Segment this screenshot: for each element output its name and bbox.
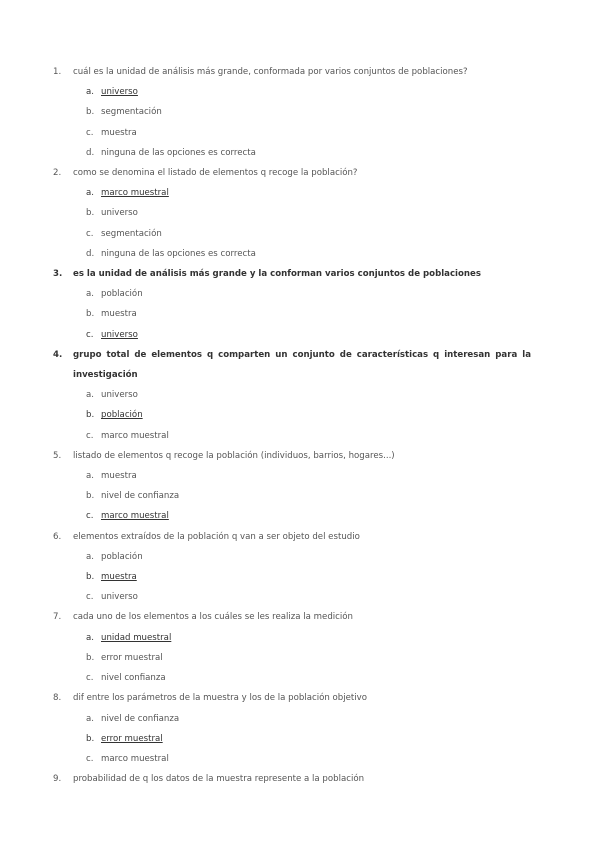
option-text: marco muestral bbox=[101, 430, 169, 441]
question-number: 8. bbox=[53, 693, 62, 704]
option-letter: b. bbox=[86, 652, 95, 663]
option bbox=[53, 668, 531, 688]
question-text: cuál es la unidad de análisis más grande, conformada por varios conjuntos de poblaciones? bbox=[73, 67, 468, 77]
option bbox=[53, 102, 531, 122]
question-number: 9. bbox=[53, 774, 62, 785]
option-text: universo bbox=[101, 592, 138, 603]
option-text: error muestral bbox=[101, 733, 163, 744]
option-letter: c. bbox=[86, 511, 94, 522]
option-text: ninguna de las opciones es correcta bbox=[101, 248, 256, 259]
option-letter: c. bbox=[86, 753, 94, 764]
option-letter: a. bbox=[86, 289, 94, 300]
option-letter: a. bbox=[86, 551, 94, 562]
option-text: población bbox=[101, 410, 143, 421]
option-letter: c. bbox=[86, 430, 94, 441]
question-3 bbox=[53, 264, 531, 284]
option-text: muestra bbox=[101, 572, 137, 583]
question-text: listado de elementos q recoge la población (individuos, barrios, hogares...) bbox=[73, 450, 395, 461]
question-2 bbox=[53, 163, 531, 183]
question-4 bbox=[53, 345, 531, 385]
option-letter: c. bbox=[86, 228, 94, 239]
option-text: marco muestral bbox=[101, 511, 169, 522]
option-correct bbox=[53, 405, 531, 425]
question-number: 3. bbox=[53, 269, 63, 280]
option-text: población bbox=[101, 289, 143, 300]
option bbox=[53, 143, 531, 163]
question-5 bbox=[53, 446, 531, 466]
option bbox=[53, 709, 531, 729]
option-letter: b. bbox=[86, 410, 95, 421]
option bbox=[53, 203, 531, 223]
option-letter: a. bbox=[86, 188, 94, 199]
option bbox=[53, 426, 531, 446]
option-text: nivel de confianza bbox=[101, 491, 180, 502]
option-letter: b. bbox=[86, 733, 95, 744]
question-text: elementos extraídos de la población q van a ser objeto del estudio bbox=[73, 531, 360, 542]
option bbox=[53, 547, 531, 567]
option-correct bbox=[53, 183, 531, 203]
question-7 bbox=[53, 607, 531, 627]
question-text: dif entre los parámetros de la muestra y los de la población objetivo bbox=[73, 693, 368, 704]
option-text: universo bbox=[101, 390, 138, 401]
option-text: universo bbox=[101, 329, 138, 340]
option-letter: a. bbox=[86, 471, 94, 482]
option-text: universo bbox=[101, 87, 138, 98]
option-text: ninguna de las opciones es correcta bbox=[101, 147, 256, 158]
option-text: nivel confianza bbox=[101, 673, 166, 684]
option bbox=[53, 284, 531, 304]
option-text: marco muestral bbox=[101, 188, 169, 199]
question-text: es la unidad de análisis más grande y la conforman varios conjuntos de poblaciones bbox=[73, 269, 481, 280]
option-letter: d. bbox=[86, 147, 95, 158]
option-text: nivel de confianza bbox=[101, 713, 180, 724]
option-text: segmentación bbox=[101, 107, 162, 118]
option-text: población bbox=[101, 551, 143, 562]
option-text: unidad muestral bbox=[101, 632, 172, 643]
option-correct bbox=[53, 82, 531, 102]
question-8 bbox=[53, 688, 531, 708]
option-text: error muestral bbox=[101, 652, 163, 663]
option-letter: a. bbox=[86, 713, 94, 724]
option-letter: a. bbox=[86, 632, 94, 643]
question-list bbox=[53, 62, 531, 789]
option-letter: b. bbox=[86, 107, 95, 118]
option bbox=[53, 648, 531, 668]
option-correct bbox=[53, 325, 531, 345]
option bbox=[53, 486, 531, 506]
option-text: muestra bbox=[101, 127, 137, 138]
question-number: 4. bbox=[53, 349, 63, 360]
question-number: 7. bbox=[53, 612, 62, 623]
option-letter: b. bbox=[86, 572, 95, 583]
option-letter: b. bbox=[86, 309, 95, 320]
option-letter: c. bbox=[86, 592, 94, 603]
option bbox=[53, 304, 531, 324]
option bbox=[53, 466, 531, 486]
option bbox=[53, 244, 531, 264]
question-text: grupo total de elementos q comparten un conjunto de características q interesan para la investigación bbox=[73, 349, 531, 381]
option-letter: b. bbox=[86, 208, 95, 219]
option bbox=[53, 385, 531, 405]
option-letter: a. bbox=[86, 390, 94, 401]
option-letter: a. bbox=[86, 87, 94, 98]
option-correct bbox=[53, 567, 531, 587]
option-correct bbox=[53, 729, 531, 749]
question-6 bbox=[53, 527, 531, 547]
option-text: segmentación bbox=[101, 228, 162, 239]
question-number: 1. bbox=[53, 67, 62, 77]
option bbox=[53, 587, 531, 607]
option bbox=[53, 123, 531, 143]
option-text: muestra bbox=[101, 309, 137, 320]
option-letter: c. bbox=[86, 673, 94, 684]
option-correct bbox=[53, 628, 531, 648]
option-letter: b. bbox=[86, 491, 95, 502]
option-text: universo bbox=[101, 208, 138, 219]
option-letter: d. bbox=[86, 248, 95, 259]
question-number: 2. bbox=[53, 168, 62, 179]
question-text: probabilidad de q los datos de la muestra represente a la población bbox=[73, 774, 365, 785]
option bbox=[53, 224, 531, 244]
question-text: como se denomina el listado de elementos q recoge la población? bbox=[73, 168, 358, 179]
question-number: 6. bbox=[53, 531, 62, 542]
option-correct bbox=[53, 506, 531, 526]
option-letter: c. bbox=[86, 127, 94, 138]
option bbox=[53, 749, 531, 769]
option-text: muestra bbox=[101, 471, 137, 482]
question-number: 5. bbox=[53, 450, 62, 461]
option-text: marco muestral bbox=[101, 753, 169, 764]
question-9 bbox=[53, 769, 531, 789]
question-text: cada uno de los elementos a los cuáles se les realiza la medición bbox=[73, 612, 353, 623]
option-letter: c. bbox=[86, 329, 94, 340]
question-1 bbox=[53, 62, 531, 82]
